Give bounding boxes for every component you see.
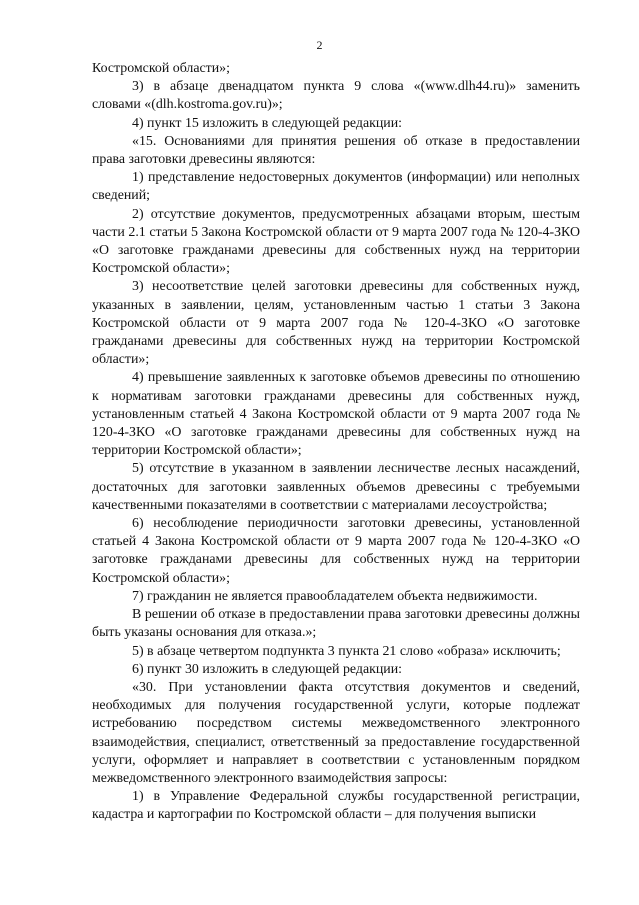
document-body	[92, 60, 580, 825]
paragraph-item-6-intro: 6) пункт 30 изложить в следующей редакции:	[132, 661, 403, 677]
paragraph-continuation: Костромской области»;	[92, 61, 230, 76]
paragraph-item-5: 5) в абзаце четвертом подпункта 3 пункта 21 слово «образа» исключить;	[132, 643, 561, 659]
paragraph-ground-5: 5) отсутствие в указанном в заявлении лесничестве лесных насаждений, достаточных для заготовки заявленных объемов древесины с требуемыми качественными показателями в соответствии с материалами лесоустройства;	[92, 461, 580, 513]
paragraph-clause-15: «15. Основаниями для принятия решения об отказе в предоставлении права заготовки древесины являются:	[92, 133, 580, 168]
paragraph-item-4-intro: 4) пункт 15 изложить в следующей редакции:	[132, 115, 403, 131]
paragraph-ground-7: 7) гражданин не является правообладателем объекта недвижимости.	[132, 588, 538, 604]
paragraph-item-3-abzac-12: 3) в абзаце двенадцатом пункта 9 слова «(www.dlh44.ru)» заменить словами «(dlh.kostroma.gov.ru)»;	[92, 79, 580, 113]
paragraph-clause-30: «30. При установлении факта отсутствия документов и сведений, необходимых для получения государственной услуги, которые подлежат истребованию посредством системы межведомственного электронного взаимодействия, специалист, ответственный за предоставление государственной услуги, оформляет и направляет в соответствии с установленным порядком межведомственного электронного взаимодействия запросы:	[92, 679, 580, 786]
page-number: 2	[316, 38, 323, 52]
paragraph-ground-3: 3) несоответствие целей заготовки древесины для собственных нужд, указанных в заявлении, целям, установленным частью 1 статьи 3 Закона Костромской области от 9 марта 2007 года № 120-4-ЗКО «О заготовке гражданами древесины для собственных нужд на территории Костромской области»;	[92, 279, 580, 368]
paragraph-request-1: 1) в Управление Федеральной службы государственной регистрации, кадастра и картографии по Костромской области – для получения выписки	[92, 789, 580, 823]
paragraph-refusal-decision: В решении об отказе в предоставлении права заготовки древесины должны быть указаны основания для отказа.»;	[92, 607, 580, 641]
paragraph-ground-6: 6) несоблюдение периодичности заготовки древесины, установленной статьей 4 Закона Костромской области от 9 марта 2007 года № 120-4-ЗКО «О заготовке гражданами древесины для собственных нужд на территории Костромской области»;	[92, 516, 580, 586]
paragraph-ground-1: 1) представление недостоверных документов (информации) или неполных сведений;	[92, 170, 580, 204]
paragraph-ground-4: 4) превышение заявленных к заготовке объемов древесины по отношению к нормативам заготовки гражданами древесины для собственных нужд, установленным статьей 4 Закона Костромской области от 9 марта 2007 года № 120-4-ЗКО «О заготовке гражданами древесины для собственных нужд на территории Костромской области»;	[92, 370, 580, 459]
paragraph-ground-2: 2) отсутствие документов, предусмотренных абзацами вторым, шестым части 2.1 статьи 5 Закона Костромской области от 9 марта 2007 года № 120-4-ЗКО «О заготовке гражданами древесины для собственных нужд на территории Костромской области»;	[92, 206, 580, 277]
